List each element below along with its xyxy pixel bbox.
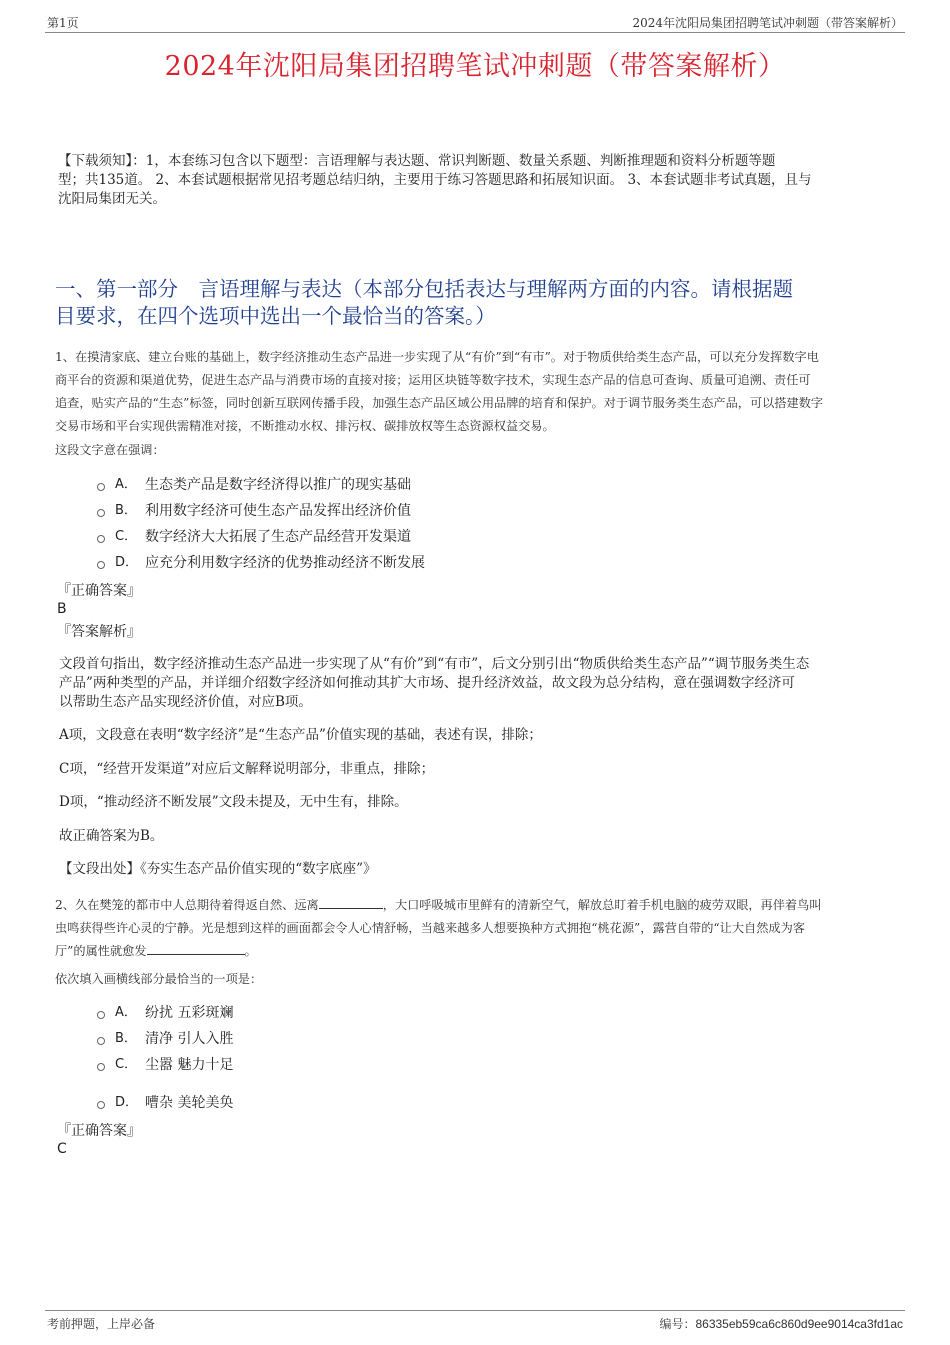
- question-line: 交易市场和平台实现供需精准对接，不断推动水权、排污权、碳排放权等生态资源权益交易。: [55, 419, 555, 433]
- q2-option-a[interactable]: [97, 1002, 233, 1024]
- q2-option-b[interactable]: [97, 1028, 233, 1050]
- question-2-stem: [55, 894, 905, 963]
- option-letter: C．: [115, 1057, 138, 1072]
- option-text: 尘嚣 魅力十足: [145, 1057, 234, 1073]
- analysis-line: 以帮助生态产品实现经济价值，对应B项。: [59, 694, 312, 710]
- q1-option-c[interactable]: [97, 526, 411, 548]
- analysis-conclusion: 故正确答案为B。: [59, 828, 164, 844]
- analysis-line: 文段首句指出，数字经济推动生态产品进一步实现了从“有价”到“有市”，后文分别引出“物质供给类生态产品”“调节服务类生态: [59, 656, 810, 672]
- radio-icon[interactable]: [97, 535, 105, 543]
- question-text: 厅”的属性就愈发: [55, 944, 147, 958]
- option-text: 应充分利用数字经济的优势推动经济不断发展: [145, 555, 425, 571]
- question-1-prompt: 这段文字意在强调：: [55, 443, 165, 457]
- option-letter: B．: [115, 503, 137, 518]
- question-line: 虫鸣获得些许心灵的宁静。光是想到这样的画面都会令人心情舒畅，当越来越多人想要换种方式拥抱“桃花源”，露营自带的“让大自然成为客: [55, 921, 805, 935]
- q1-option-a[interactable]: [97, 474, 411, 496]
- question-line: 商平台的资源和渠道优势，促进生态产品与消费市场的直接对接；运用区块链等数字技术，实现生态产品的信息可查询、质量可追溯、责任可: [55, 373, 811, 387]
- question-text: ，大口呼吸城市里鲜有的清新空气，解放总盯着手机电脑的疲劳双眼，再伴着鸟叫: [382, 898, 822, 912]
- option-text: 纷扰 五彩斑斓: [145, 1005, 234, 1021]
- fill-blank-2: [147, 942, 245, 955]
- option-text: 生态类产品是数字经济得以推广的现实基础: [145, 477, 411, 493]
- radio-icon[interactable]: [97, 1037, 105, 1045]
- analysis-label: 『答案解析』: [57, 624, 141, 640]
- passage-source: 【文段出处】《夯实生态产品价值实现的“数字底座”》: [59, 861, 377, 877]
- analysis-item-c: C项，“经营开发渠道”对应后文解释说明部分，非重点，排除；: [59, 761, 435, 777]
- analysis-item-a: A项，文段意在表明“数字经济”是“生态产品”价值实现的基础，表述有误，排除；: [59, 727, 542, 743]
- option-letter: B．: [115, 1031, 137, 1046]
- radio-icon[interactable]: [97, 561, 105, 569]
- answer-label: 『正确答案』: [57, 583, 141, 599]
- q2-option-c[interactable]: [97, 1054, 233, 1076]
- option-text: 数字经济大大拓展了生态产品经营开发渠道: [145, 529, 411, 545]
- question-text: 。: [244, 944, 257, 958]
- footer-divider: [45, 1310, 905, 1311]
- section-heading-line: 一、第一部分 言语理解与表达（本部分包括表达与理解两方面的内容。请根据题: [55, 277, 793, 301]
- answer-value: B: [57, 601, 67, 617]
- q1-option-b[interactable]: [97, 500, 411, 522]
- fill-blank-1: [319, 896, 383, 909]
- option-letter: D．: [115, 555, 139, 570]
- q1-option-d[interactable]: [97, 552, 425, 574]
- footer-slogan: 考前押题，上岸必备: [47, 1317, 156, 1331]
- option-letter: D．: [115, 1095, 139, 1110]
- question-text: 2、久在樊笼的都市中人总期待着得返自然、远离: [55, 898, 319, 912]
- option-letter: C．: [115, 529, 138, 544]
- q2-option-d[interactable]: [97, 1092, 233, 1114]
- notice-line: 沈阳局集团无关。: [58, 191, 166, 207]
- footer-doc-code: [659, 1315, 903, 1332]
- page-number: 第1页: [47, 16, 79, 30]
- doc-code-label: 编号：: [659, 1317, 696, 1331]
- page-title: 2024年沈阳局集团招聘笔试冲刺题（带答案解析）: [164, 51, 786, 82]
- header-doc-title: 2024年沈阳局集团招聘笔试冲刺题（带答案解析）: [632, 16, 903, 30]
- analysis-item-d: D项，“推动经济不断发展”文段未提及，无中生有，排除。: [59, 794, 408, 810]
- notice-line: 【下载须知】：1，本套练习包含以下题型：言语理解与表达题、常识判断题、数量关系题、判断推理题和资料分析题等题: [58, 153, 776, 169]
- radio-icon[interactable]: [97, 509, 105, 517]
- option-letter: A．: [115, 477, 137, 492]
- radio-icon[interactable]: [97, 1063, 105, 1071]
- option-text: 清净 引人入胜: [145, 1031, 234, 1047]
- notice-line: 型；共135道。 2、本套试题根据常见招考题总结归纳，主要用于练习答题思路和拓展知识面。 3、本套试题非考试真题，且与: [58, 172, 812, 188]
- analysis-text: [59, 655, 909, 712]
- section-heading: [55, 276, 905, 330]
- option-letter: A．: [115, 1005, 137, 1020]
- analysis-line: 产品”两种类型的产品，并详细介绍数字经济如何推动其扩大市场、提升经济效益，故文段为总分结构，意在强调数字经济可: [59, 675, 795, 691]
- doc-code-value: 86335eb59ca6c860d9ee9014ca3fd1ac: [695, 1317, 903, 1331]
- section-heading-line: 目要求，在四个选项中选出一个最恰当的答案。）: [55, 304, 496, 328]
- option-text: 嘈杂 美轮美奂: [145, 1095, 234, 1111]
- answer-label: 『正确答案』: [57, 1123, 141, 1139]
- download-notice: [58, 152, 908, 209]
- question-line: [55, 894, 905, 917]
- option-text: 利用数字经济可使生态产品发挥出经济价值: [145, 503, 411, 519]
- radio-icon[interactable]: [97, 1011, 105, 1019]
- question-2-prompt: 依次填入画横线部分最恰当的一项是：: [55, 972, 263, 986]
- header-divider: [45, 32, 905, 33]
- answer-value: C: [57, 1141, 67, 1157]
- question-1-stem: [55, 346, 905, 438]
- question-line: 追查，贴实产品的“生态”标签，同时创新互联网传播手段，加强生态产品区域公用品牌的培育和保护。对于调节服务类生态产品，可以搭建数字: [55, 396, 824, 410]
- question-line: [55, 940, 905, 963]
- radio-icon[interactable]: [97, 1101, 105, 1109]
- radio-icon[interactable]: [97, 483, 105, 491]
- question-line: 1、在摸清家底、建立台账的基础上，数字经济推动生态产品进一步实现了从“有价”到“有市”。对于物质供给类生态产品，可以充分发挥数字电: [55, 350, 819, 364]
